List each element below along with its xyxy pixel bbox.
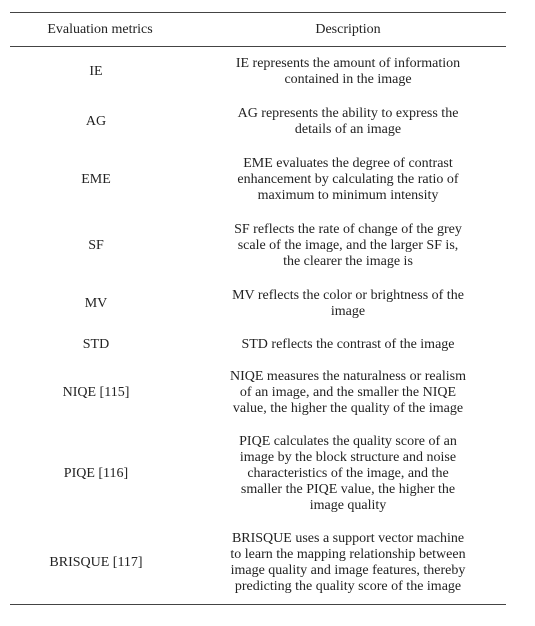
description-line: scale of the image, and the larger SF is, bbox=[237, 237, 459, 253]
metric-cell: STD bbox=[82, 336, 110, 352]
description-line: maximum to minimum intensity bbox=[257, 187, 439, 203]
description-line: details of an image bbox=[294, 121, 402, 137]
description-cell bbox=[190, 97, 506, 147]
header-description: Description bbox=[315, 21, 381, 37]
description-line: image quality bbox=[309, 497, 387, 513]
description-cell bbox=[190, 523, 506, 605]
table-row bbox=[10, 97, 506, 147]
description-line: MV reflects the color or brightness of the bbox=[232, 287, 464, 303]
description-cell bbox=[190, 213, 506, 279]
description-line: STD reflects the contrast of the image bbox=[241, 336, 455, 352]
description-cell bbox=[190, 147, 506, 213]
description-line: image quality and image features, thereby bbox=[230, 563, 466, 579]
header-row bbox=[10, 13, 506, 47]
description-cell bbox=[190, 425, 506, 523]
metric-cell: NIQE [115] bbox=[62, 384, 130, 400]
table-body bbox=[10, 47, 506, 605]
metric-cell: MV bbox=[84, 295, 108, 311]
metric-cell: SF bbox=[88, 237, 104, 253]
table-row bbox=[10, 47, 506, 97]
description-line: AG represents the ability to express the bbox=[237, 105, 459, 121]
metric-cell: IE bbox=[89, 63, 103, 79]
description-line: image by the block structure and noise bbox=[239, 449, 457, 465]
description-line: image bbox=[330, 303, 366, 319]
table-row bbox=[10, 425, 506, 523]
table-row bbox=[10, 329, 506, 361]
description-line: value, the higher the quality of the image bbox=[232, 400, 464, 416]
table-row bbox=[10, 279, 506, 329]
description-line: BRISQUE uses a support vector machine bbox=[231, 531, 465, 547]
header-evaluation-metrics: Evaluation metrics bbox=[47, 21, 153, 37]
description-line: EME evaluates the degree of contrast bbox=[243, 155, 453, 171]
table-header bbox=[10, 13, 506, 47]
description-line: NIQE measures the naturalness or realism bbox=[230, 368, 466, 384]
description-line: predicting the quality score of the image bbox=[234, 579, 462, 595]
table-row bbox=[10, 523, 506, 605]
table-row bbox=[10, 361, 506, 425]
metric-cell: BRISQUE [117] bbox=[49, 555, 143, 571]
metric-cell: AG bbox=[85, 113, 107, 129]
description-line: of an image, and the smaller the NIQE bbox=[239, 384, 457, 400]
description-line: enhancement by calculating the ratio of bbox=[237, 171, 459, 187]
table-row bbox=[10, 147, 506, 213]
description-line: IE represents the amount of information bbox=[235, 55, 461, 71]
evaluation-metrics-table bbox=[10, 12, 506, 605]
metrics-table-container bbox=[10, 12, 506, 605]
description-line: the clearer the image is bbox=[283, 253, 413, 269]
description-line: PIQE calculates the quality score of an bbox=[239, 433, 457, 449]
description-line: contained in the image bbox=[284, 71, 412, 87]
metric-cell: EME bbox=[81, 171, 111, 187]
description-cell bbox=[190, 361, 506, 425]
description-cell bbox=[190, 47, 506, 97]
description-line: to learn the mapping relationship between bbox=[230, 547, 466, 563]
description-line: SF reflects the rate of change of the grey bbox=[234, 221, 462, 237]
description-cell bbox=[190, 279, 506, 329]
description-cell bbox=[190, 329, 506, 361]
metric-cell: PIQE [116] bbox=[63, 465, 129, 481]
description-line: characteristics of the image, and the bbox=[247, 465, 449, 481]
description-line: smaller the PIQE value, the higher the bbox=[240, 481, 456, 497]
table-row bbox=[10, 213, 506, 279]
